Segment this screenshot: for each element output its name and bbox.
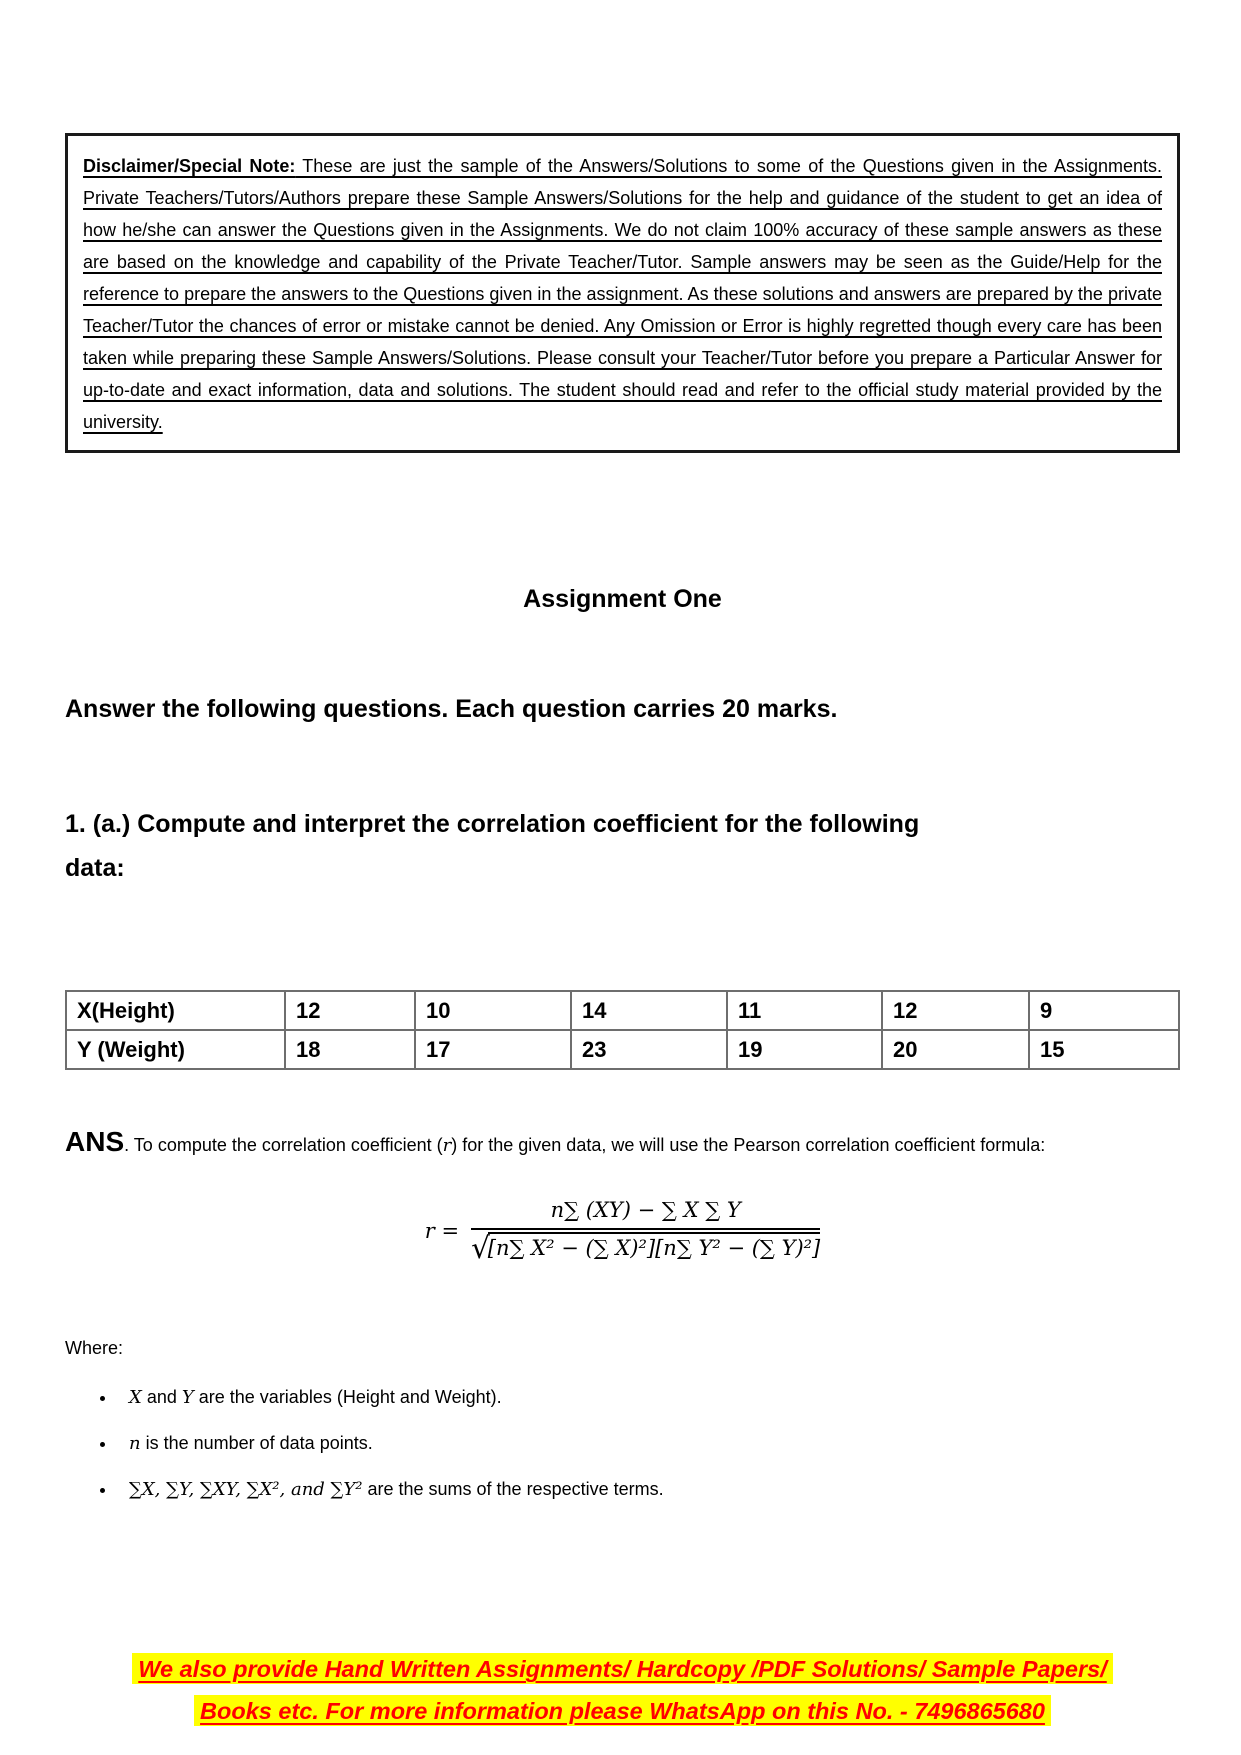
r-variable: r [442, 1135, 452, 1156]
question-line-1: 1. (a.) Compute and interpret the correlation coefficient for the following [65, 810, 920, 838]
x-value: 12 [285, 991, 415, 1030]
footer-line-1 [65, 1650, 1180, 1692]
y-value: 18 [285, 1030, 415, 1069]
bullet1-mid: and [141, 1387, 182, 1407]
bullet1-rest: are the variables (Height and Weight). [193, 1387, 502, 1407]
xy-data-table [65, 990, 1180, 1070]
question-line-2: data: [65, 854, 125, 882]
radical-sign: √ [471, 1231, 490, 1265]
formula-numerator: n∑ (XY) − ∑ X ∑ Y [471, 1198, 820, 1230]
y-value: 19 [727, 1030, 882, 1069]
footer-highlight-2: Books etc. For more information please WhatsApp on this No. - 7496865680 [194, 1695, 1051, 1726]
promo-footer [65, 1650, 1180, 1734]
bullet-n [117, 1428, 1180, 1459]
disclaimer-lead: Disclaimer/Special Note: [83, 156, 296, 176]
table-row-x [66, 991, 1179, 1030]
ans-label: ANS [65, 1126, 125, 1157]
radicand: [n∑ X² − (∑ X)²][n∑ Y² − (∑ Y)²] [488, 1232, 820, 1260]
pearson-formula [65, 1198, 1180, 1263]
disclaimer-body: These are just the sample of the Answers/Solutions to some of the Questions given in the Assignments. Private Teachers/Tutors/Authors prepare these Sample Answers/Solutions for the help and guidance of the student to get an idea of how he/she can answer the Questions given in the Assignments. We do not claim 100% accuracy of these sample answers as these are based on the knowledge and capability of the Private Teacher/Tutor. Sample answers may be seen as the Guide/Help for the reference to prepare the answers to the Questions given in the assignment. As these solutions and answers are prepared by the private Teacher/Tutor the chances of error or mistake cannot be denied. Any Omission or Error is highly regretted though every care has been taken while preparing these Sample Answers/Solutions. Please consult your Teacher/Tutor before you prepare a Particular Answer for up-to-date and exact information, data and solutions. The student should read and refer to the official study material provided by the university. [83, 156, 1162, 432]
definition-list [65, 1382, 1180, 1520]
assignment-title: Assignment One [523, 585, 722, 613]
y-value: 20 [882, 1030, 1029, 1069]
footer-highlight-1: We also provide Hand Written Assignments/ Hardcopy /PDF Solutions/ Sample Papers/ [132, 1653, 1113, 1684]
answer-intro [65, 1122, 1135, 1166]
x-value: 11 [727, 991, 882, 1030]
bullet-variables [117, 1382, 1180, 1413]
x-value: 14 [571, 991, 727, 1030]
bullet-sums [117, 1474, 1180, 1505]
row-label-y: Y (Weight) [66, 1030, 285, 1069]
footer-line-2 [65, 1692, 1180, 1734]
disclaimer-box [65, 133, 1180, 453]
ans-text-post: ) for the given data, we will use the Pearson correlation coefficient formula: [451, 1135, 1046, 1155]
var-y: Y [181, 1387, 194, 1408]
y-value: 17 [415, 1030, 571, 1069]
x-value: 12 [882, 991, 1029, 1030]
y-value: 23 [571, 1030, 727, 1069]
question-heading [65, 802, 1180, 890]
y-value: 15 [1029, 1030, 1179, 1069]
row-label-x: X(Height) [66, 991, 285, 1030]
formula-fraction [471, 1198, 820, 1263]
var-n: n [129, 1433, 141, 1454]
formula-lhs: r = [424, 1218, 460, 1243]
x-value: 10 [415, 991, 571, 1030]
bullet3-rest: are the sums of the respective terms. [362, 1479, 664, 1499]
disclaimer-paragraph [83, 150, 1162, 438]
where-label: Where: [65, 1338, 124, 1358]
sum-terms: ∑X, ∑Y, ∑XY, ∑X², and ∑Y² [129, 1479, 363, 1500]
table-row-y [66, 1030, 1179, 1069]
bullet2-rest: is the number of data points. [140, 1433, 373, 1453]
ans-text-pre: . To compute the correlation coefficient ( [124, 1135, 443, 1155]
var-x: X [129, 1387, 142, 1408]
x-value: 9 [1029, 991, 1179, 1030]
instruction-heading: Answer the following questions. Each question carries 20 marks. [65, 695, 838, 723]
formula-denominator [471, 1230, 820, 1263]
data-table-container [65, 990, 1180, 1070]
